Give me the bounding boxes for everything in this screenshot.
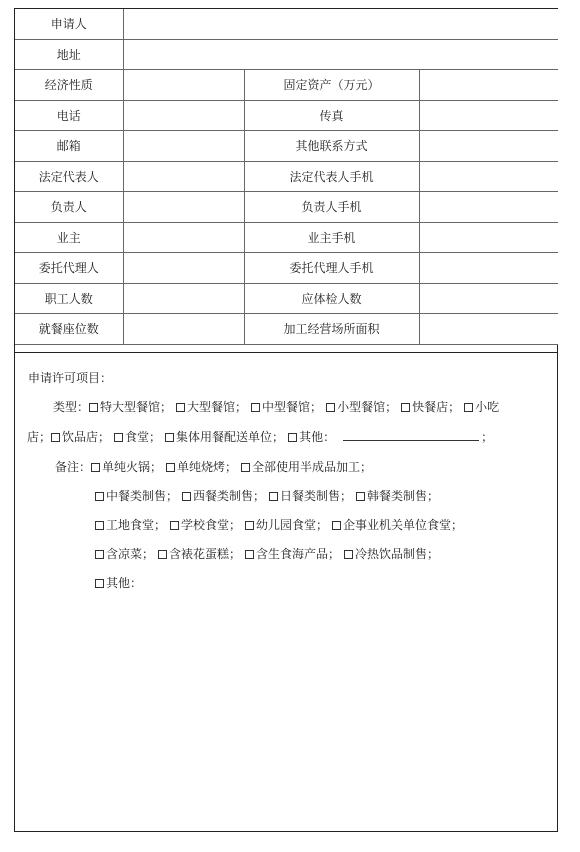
type-item[interactable]: [326, 400, 397, 414]
field-label: 委托代理人: [15, 253, 123, 284]
note-item[interactable]: [158, 547, 241, 561]
note-item-label: 企事业机关单位食堂；: [343, 518, 464, 532]
field-label: 业主手机: [244, 222, 419, 253]
note-item[interactable]: [166, 460, 237, 474]
note-item[interactable]: [91, 460, 162, 474]
note-item-label: 中餐类制售；: [106, 489, 179, 503]
checkbox-icon[interactable]: [251, 403, 260, 412]
type-item[interactable]: [288, 430, 335, 444]
field-label: 委托代理人手机: [244, 253, 419, 284]
premises-area-value-field[interactable]: [419, 314, 558, 345]
note-item-label: 含裱花蛋糕；: [169, 547, 242, 561]
note-item[interactable]: [245, 547, 340, 561]
field-label: 地址: [15, 39, 123, 70]
checkbox-icon[interactable]: [176, 403, 185, 412]
table-row: [15, 283, 558, 314]
checkbox-icon[interactable]: [326, 403, 335, 412]
type-item[interactable]: [165, 430, 284, 444]
checkbox-icon[interactable]: [95, 521, 104, 530]
type-item-label: 其他：: [299, 430, 336, 444]
staff-count-value-field[interactable]: [123, 283, 244, 314]
other-type-input[interactable]: [343, 430, 479, 441]
note-item[interactable]: [182, 489, 265, 503]
permit-heading: 申请许可项目：: [28, 371, 113, 385]
note-item[interactable]: [95, 547, 154, 561]
note-item-label: 冷热饮品制售；: [355, 547, 440, 561]
field-label: 邮箱: [15, 131, 123, 162]
person-in-charge-value-field[interactable]: [123, 192, 244, 223]
note-item-label: 单纯烧烤；: [177, 460, 238, 474]
field-label: 法定代表人: [15, 161, 123, 192]
field-label: 职工人数: [15, 283, 123, 314]
checkbox-icon[interactable]: [91, 463, 100, 472]
table-row: [15, 39, 558, 70]
phone-value-field[interactable]: [123, 100, 244, 131]
checkbox-icon[interactable]: [288, 433, 297, 442]
checkbox-icon[interactable]: [245, 521, 254, 530]
owner-mobile-value-field[interactable]: [419, 222, 558, 253]
field-label: 电话: [15, 100, 123, 131]
type-item-label: 小吃: [475, 400, 500, 414]
type-line-2-prefix: 店；: [27, 430, 52, 444]
note-line-4: [95, 547, 443, 561]
applicant-info-table: [15, 9, 558, 345]
note-item-label: 日餐类制售；: [280, 489, 353, 503]
checkbox-icon[interactable]: [165, 433, 174, 442]
email-value-field[interactable]: [123, 131, 244, 162]
field-label: 固定资产（万元）: [244, 70, 419, 101]
seat-count-value-field[interactable]: [123, 314, 244, 345]
health-check-count-value-field[interactable]: [419, 283, 558, 314]
note-item-label: 工地食堂；: [106, 518, 167, 532]
field-label: 负责人手机: [244, 192, 419, 223]
applicant-value-field[interactable]: [123, 9, 558, 39]
checkbox-icon[interactable]: [51, 433, 60, 442]
field-label: 其他联系方式: [244, 131, 419, 162]
checkbox-icon[interactable]: [95, 579, 104, 588]
type-item-label: 食堂；: [125, 430, 162, 444]
type-item-label: 特大型餐馆；: [100, 400, 173, 414]
checkbox-icon[interactable]: [166, 463, 175, 472]
type-item-label: 快餐店；: [412, 400, 461, 414]
note-item[interactable]: [332, 518, 463, 532]
table-row: [15, 314, 558, 345]
field-label: 经济性质: [15, 70, 123, 101]
note-item[interactable]: [356, 489, 439, 503]
table-row: [15, 222, 558, 253]
note-item[interactable]: [269, 489, 352, 503]
checkbox-icon[interactable]: [241, 463, 250, 472]
owner-value-field[interactable]: [123, 222, 244, 253]
note-item-label: 幼儿园食堂；: [256, 518, 329, 532]
type-item-label: 饮品店；: [62, 430, 111, 444]
checkbox-icon[interactable]: [95, 492, 104, 501]
agent-mobile-value-field[interactable]: [419, 253, 558, 284]
note-item-label: 含凉菜；: [106, 547, 155, 561]
note-item-label: 单纯火锅；: [102, 460, 163, 474]
type-item[interactable]: [51, 430, 110, 444]
note-label: 备注：: [55, 460, 92, 474]
fax-value-field[interactable]: [419, 100, 558, 131]
type-item-label: 集体用餐配送单位；: [176, 430, 285, 444]
field-label: 法定代表人手机: [244, 161, 419, 192]
type-item-label: 小型餐馆；: [337, 400, 398, 414]
note-item[interactable]: [170, 518, 241, 532]
note-item-label: 学校食堂；: [181, 518, 242, 532]
economic-nature-value-field[interactable]: [123, 70, 244, 101]
field-label: 加工经营场所面积: [244, 314, 419, 345]
table-row: [15, 100, 558, 131]
type-item[interactable]: [464, 400, 499, 414]
note-line-1: [55, 460, 376, 474]
note-item[interactable]: [241, 460, 372, 474]
note-item[interactable]: [95, 518, 166, 532]
agent-value-field[interactable]: [123, 253, 244, 284]
table-row: [15, 161, 558, 192]
note-item[interactable]: [95, 576, 142, 590]
application-form-sheet: [14, 8, 558, 832]
field-label: 就餐座位数: [15, 314, 123, 345]
type-item[interactable]: [114, 430, 161, 444]
checkbox-icon[interactable]: [464, 403, 473, 412]
checkbox-icon[interactable]: [114, 433, 123, 442]
field-label: 传真: [244, 100, 419, 131]
note-item-label: 西餐类制售；: [193, 489, 266, 503]
permit-items-section: [15, 352, 558, 590]
other-contact-value-field[interactable]: [419, 131, 558, 162]
legal-rep-value-field[interactable]: [123, 161, 244, 192]
fixed-assets-value-field[interactable]: [419, 70, 558, 101]
table-row: [15, 131, 558, 162]
note-item-label: 含生食海产品；: [256, 547, 341, 561]
type-item-label: 中型餐馆；: [262, 400, 323, 414]
checkbox-icon[interactable]: [170, 521, 179, 530]
type-item[interactable]: [176, 400, 247, 414]
type-item[interactable]: [251, 400, 322, 414]
field-label: 应体检人数: [244, 283, 419, 314]
address-value-field[interactable]: [123, 39, 558, 70]
table-row: [15, 9, 558, 39]
type-label: 类型：: [53, 400, 90, 414]
checkbox-icon[interactable]: [401, 403, 410, 412]
checkbox-icon[interactable]: [332, 521, 341, 530]
type-line-1: [53, 400, 503, 414]
note-line-2: [95, 489, 443, 503]
note-line-3: [95, 518, 467, 532]
type-end: ；: [481, 430, 494, 444]
note-item-label: 其他：: [106, 576, 143, 590]
note-item[interactable]: [95, 489, 178, 503]
checkbox-icon[interactable]: [158, 550, 167, 559]
table-row: [15, 253, 558, 284]
checkbox-icon[interactable]: [245, 550, 254, 559]
legal-rep-mobile-value-field[interactable]: [419, 161, 558, 192]
type-item[interactable]: [401, 400, 460, 414]
table-row: [15, 192, 558, 223]
checkbox-icon[interactable]: [269, 492, 278, 501]
note-item[interactable]: [344, 547, 439, 561]
note-item-label: 全部使用半成品加工；: [252, 460, 373, 474]
type-line-2: [27, 430, 493, 444]
checkbox-icon[interactable]: [356, 492, 365, 501]
field-label: 负责人: [15, 192, 123, 223]
table-row: [15, 70, 558, 101]
note-item[interactable]: [245, 518, 328, 532]
checkbox-icon[interactable]: [182, 492, 191, 501]
checkbox-icon[interactable]: [89, 403, 98, 412]
checkbox-icon[interactable]: [95, 550, 104, 559]
field-label: 申请人: [15, 9, 123, 39]
checkbox-icon[interactable]: [344, 550, 353, 559]
note-item-label: 韩餐类制售；: [367, 489, 440, 503]
type-item-label: 大型餐馆；: [187, 400, 248, 414]
note-line-5: [95, 576, 146, 590]
field-label: 业主: [15, 222, 123, 253]
person-in-charge-mobile-value-field[interactable]: [419, 192, 558, 223]
type-item[interactable]: [89, 400, 172, 414]
